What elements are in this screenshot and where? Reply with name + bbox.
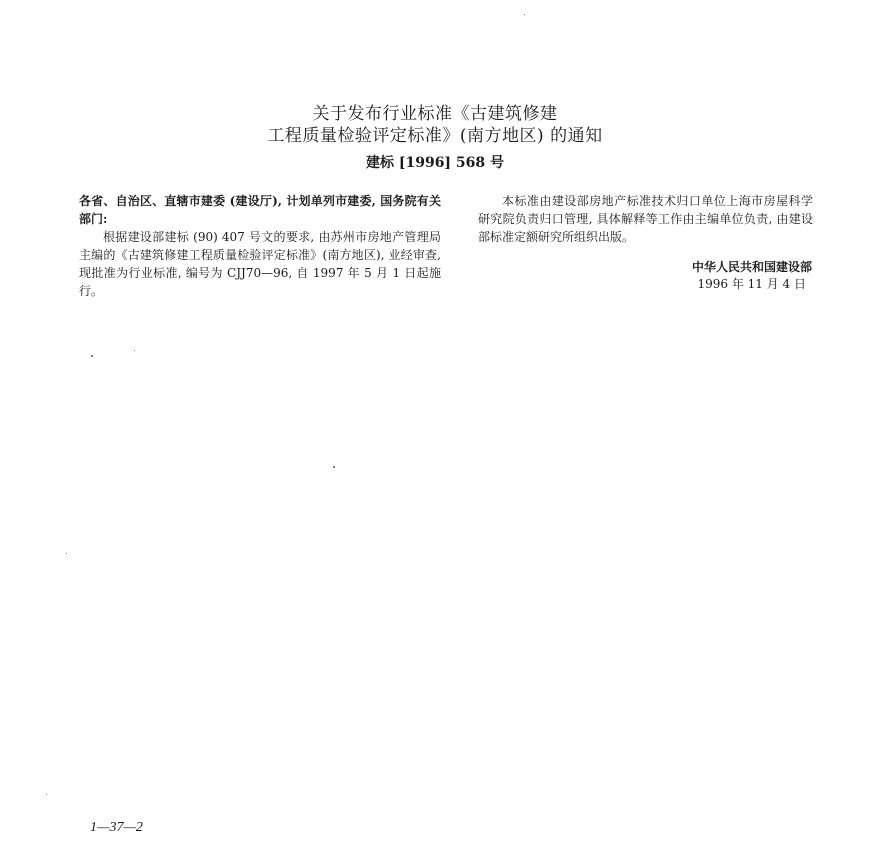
- scan-speck: [91, 355, 93, 357]
- right-column: [478, 192, 813, 246]
- left-column: [79, 192, 441, 300]
- scan-speck: [66, 553, 67, 554]
- notice-title-line-1: 关于发布行业标准《古建筑修建: [312, 104, 558, 124]
- scan-speck: [134, 350, 135, 351]
- issue-date: 1996 年 11 月 4 日: [697, 277, 806, 291]
- scan-speck: [333, 466, 335, 468]
- notice-title-line-2: 工程质量检验评定标准》(南方地区) 的通知: [267, 126, 603, 146]
- scan-speck: [46, 794, 47, 795]
- issuer-signature: 中华人民共和国建设部: [691, 260, 812, 274]
- notice-header: [0, 103, 870, 173]
- document-number: 建标 [1996] 568 号: [365, 155, 505, 171]
- left-body-paragraph: 根据建设部建标 (90) 407 号文的要求, 由苏州市房地产管理局主编的《古建筑修建工程质量检验评定标准》(南方地区), 业经审查, 现批准为行业标准, 编号为 CJJ70—96, 自 1997 年 5 月 1 日起施行。: [79, 230, 441, 298]
- right-body-paragraph: 本标准由建设部房地产标准技术归口单位上海市房屋科学研究院负责归口管理, 具体解释等工作由主编单位负责, 由建设部标准定额研究所组织出版。: [478, 194, 813, 244]
- page-number: 1—37—2: [90, 820, 143, 835]
- addressee: 各省、自治区、直辖市建委 (建设厅), 计划单列市建委, 国务院有关部门:: [79, 194, 441, 226]
- scan-speck: [524, 14, 525, 15]
